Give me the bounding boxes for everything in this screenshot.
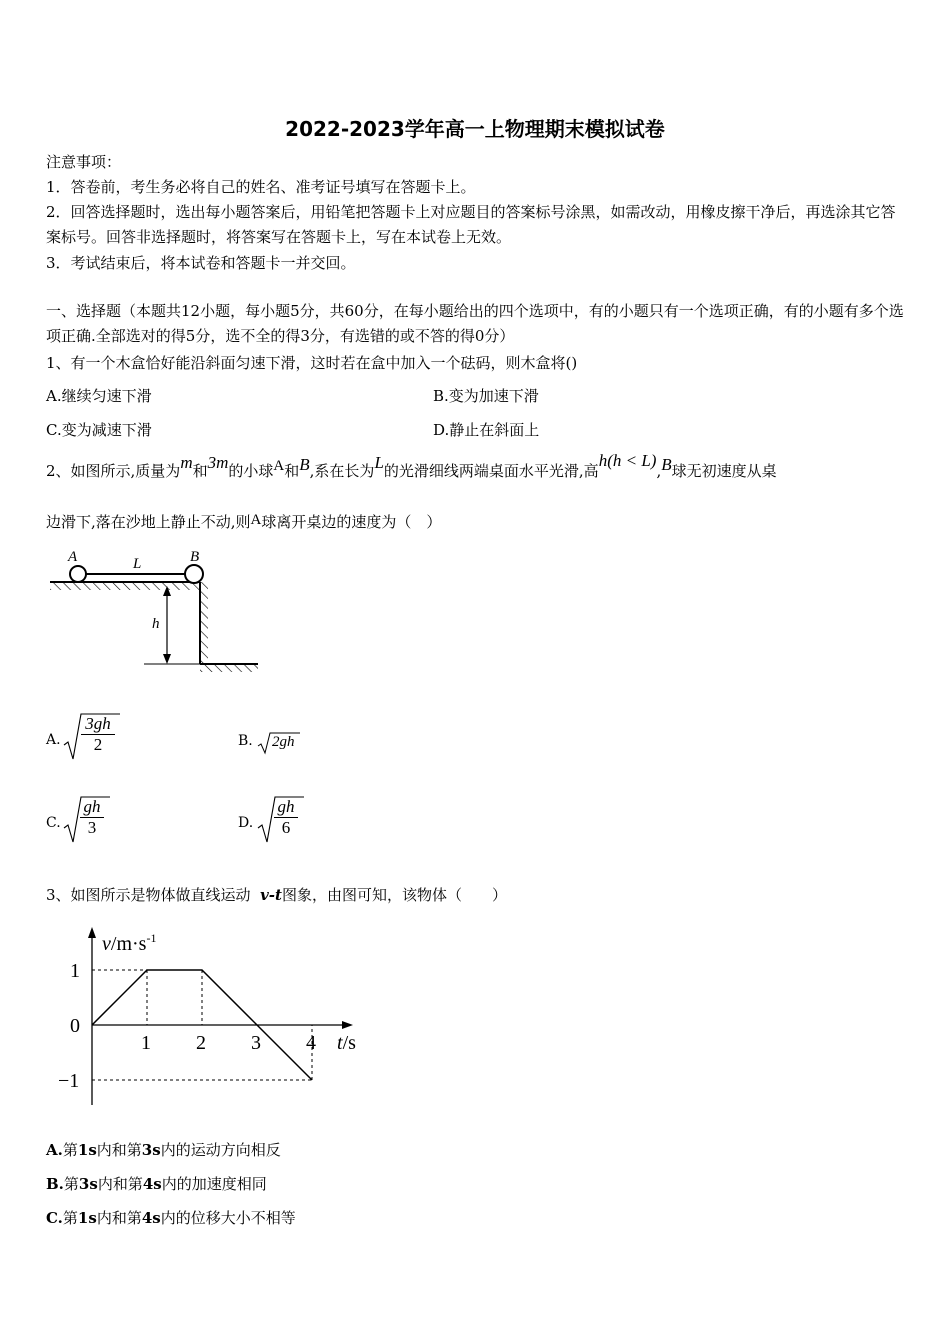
q2-math-B: B [299,455,310,474]
ball-b [185,565,203,583]
q2-text: 的小球 [228,462,274,480]
option-term: 4s [142,1175,162,1193]
x-tick-label: 4 [306,1032,316,1054]
q2-text: 边滑下,落在沙地上静止不动,则 [46,513,251,531]
option-letter: A. [46,1141,63,1159]
table-surface [50,582,200,590]
q2-figure [46,546,266,678]
q2-text: 和 [192,462,208,480]
option-term: 4s [141,1209,161,1227]
label-a: A [68,549,78,565]
q2-stem-line2 [46,512,441,533]
option-text: 内的运动方向相反 [160,1141,281,1159]
notice-heading: 注意事项： [46,153,122,171]
q2-math-h: h(h < L) [598,451,657,470]
option-term: 3s [141,1141,161,1159]
section-heading: 一、选择题（本题共12小题，每小题5分，共60分，在每小题给出的四个选项中，有的小题只有一个选项正确，有的小题有多个选项正确.全部选对的得5分，选不全的得3分，有选错的或不答的得0分） [46,302,904,345]
chart-labels [58,931,356,1092]
q2-text: ,系在长为 [309,462,375,480]
q2-text: , [656,462,662,480]
q2-text: 和 [284,462,300,480]
numerator: gh [83,797,101,816]
q2-stem-line1 [46,451,777,485]
y-axis-label: $v/m\cdot s^{-1}$ [102,931,157,955]
option-text: 内和第 [97,1175,143,1193]
y-axis-arrow [88,927,96,938]
q3-option-b [46,1174,267,1194]
y-tick-label: 0 [70,1015,80,1037]
option-letter: B. [46,1175,64,1193]
q2-math-B: B [661,455,672,474]
q2-text: 球离开桌边的速度为（ ） [261,513,442,531]
notice-item-1: 1．答卷前，考生务必将自己的姓名、准考证号填写在答题卡上。 [46,178,476,196]
q1-option-b: B.变为加速下滑 [433,387,539,405]
fraction [80,714,116,755]
fraction [78,797,106,838]
numerator: gh [277,797,295,816]
q1-option-d: D.静止在斜面上 [433,421,540,439]
option-text: 内的加速度相同 [161,1175,267,1193]
option-letter: D. [238,815,254,831]
q3-option-a [46,1140,281,1160]
q2-text: 2、如图所示,质量为 [46,462,181,480]
q2-math-m: m [180,453,193,472]
q2-text: 球无初速度从桌 [671,462,777,480]
option-letter: B. [238,733,253,749]
option-term: 1s [77,1141,97,1159]
x-tick-label: 3 [251,1032,261,1054]
y-tick-label: −1 [58,1070,80,1092]
option-letter: A. [46,732,61,748]
q3-text: 图象，由图可知，该物体（ ） [281,886,507,904]
ball-a [70,566,86,582]
x-axis-arrow [342,1021,353,1029]
q3-option-c [46,1208,296,1228]
x-axis-label: t/s [337,1032,356,1054]
notice-item-3: 3．考试结束后，将本试卷和答题卡一并交回。 [46,254,356,272]
x-tick-label: 1 [141,1032,151,1054]
q2-math-A: A [250,512,262,528]
denominator: 6 [274,817,298,838]
q3-stem [46,885,507,905]
option-text: 第 [62,1209,78,1227]
q1-option-c: C.变为减速下滑 [46,421,152,439]
table-edge [200,582,208,664]
ground-surface [200,664,258,672]
vt-chart [46,925,366,1115]
y-tick-label: 1 [70,960,80,982]
q3-vt: v-t [260,886,282,904]
page-title: 2022-2023学年高一上物理期末模拟试卷 [285,117,665,141]
option-letter: C. [46,1209,63,1227]
q1-option-a: A.继续匀速下滑 [46,387,152,405]
label-l: L [133,556,142,572]
x-tick-label: 2 [196,1032,206,1054]
option-term: 1s [77,1209,97,1227]
option-text: 内和第 [96,1141,142,1159]
option-text: 内和第 [96,1209,142,1227]
q2-text: 的光滑细线两端桌面水平光滑,高 [383,462,599,480]
option-text: 内的位移大小不相等 [160,1209,296,1227]
q2-math-L: L [374,453,384,472]
label-h: h [152,616,160,632]
q2-math-A: A [273,458,285,474]
fraction [272,797,300,838]
label-b: B [190,549,200,565]
option-text: 第 [63,1175,79,1193]
denominator: 3 [80,817,104,838]
option-term: 3s [78,1175,98,1193]
notice-item-2: 2．回答选择题时，选出每小题答案后，用铅笔把答题卡上对应题目的答案标号涂黑，如需改动，用橡皮擦干净后，再选涂其它答案标号。回答非选择题时，将答案写在答题卡上，写在本试卷上无效。 [46,203,896,246]
q2-math-3m: 3m [207,453,229,472]
option-text: 第 [62,1141,78,1159]
option-letter: C. [46,815,61,831]
numerator: 3gh [85,714,111,733]
q3-text: 3、如图所示是物体做直线运动 [46,886,251,904]
denominator: 2 [81,734,115,755]
q1-stem: 1、有一个木盒恰好能沿斜面匀速下滑，这时若在盒中加入一个砝码，则木盒将() [46,354,578,372]
radicand: 2gh [272,734,295,750]
